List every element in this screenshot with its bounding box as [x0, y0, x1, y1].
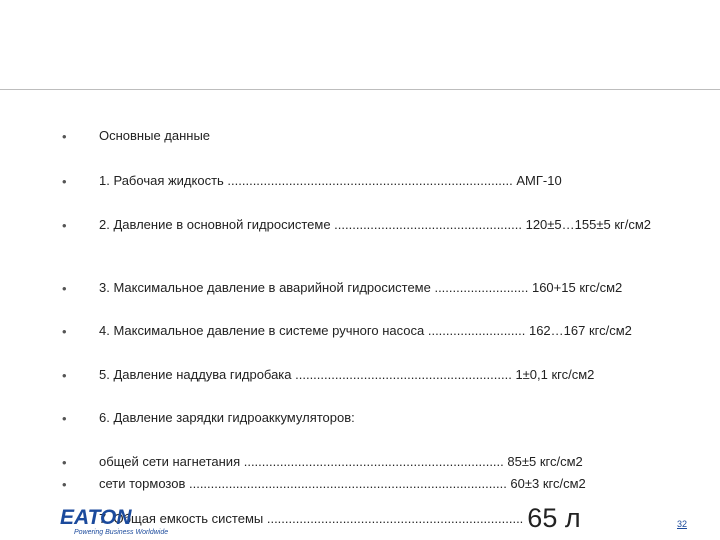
- bullet-icon: •: [62, 218, 67, 233]
- capacity-value: 65 л: [527, 503, 581, 533]
- logo-tagline: Powering Business Worldwide: [74, 529, 169, 536]
- bullet-icon: •: [62, 324, 67, 339]
- item-system-capacity: [99, 503, 581, 533]
- item-brake-network: сети тормозов ........................................................................................ 60±3 кгс/см2: [99, 476, 586, 491]
- item-main-data: Основные данные: [99, 128, 211, 143]
- bullet-icon: •: [62, 174, 67, 189]
- item-accumulator-charge: 6. Давление зарядки гидроаккумуляторов:: [99, 410, 355, 425]
- header-divider: [0, 89, 720, 90]
- capacity-label: 7. Общая емкость системы .......................................................................: [99, 511, 524, 526]
- bullet-icon: •: [62, 281, 67, 296]
- eaton-logo: [60, 506, 170, 540]
- page-number: 32: [677, 519, 688, 529]
- item-main-pressure: 2. Давление в основной гидросистеме .................................................... 120±5…155±5 кг/см2: [99, 217, 652, 232]
- item-emergency-pressure: 3. Максимальное давление в аварийной гидросистеме .......................... 160+15 кгс/см2: [99, 280, 623, 295]
- bullet-icon: •: [62, 455, 67, 470]
- item-working-fluid: 1. Рабочая жидкость ............................................................................... АМГ-10: [99, 173, 562, 188]
- bullet-icon: •: [62, 477, 67, 492]
- item-tank-pressure: 5. Давление наддува гидробака ............................................................ 1±0,1 кгс/см2: [99, 367, 595, 382]
- bullet-icon: •: [62, 368, 67, 383]
- bullet-icon: •: [62, 411, 67, 426]
- item-supply-network: общей сети нагнетания ........................................................................ 85±5 кгс/см2: [99, 454, 583, 469]
- bullet-icon: •: [62, 129, 67, 144]
- logo-wordmark: EATON: [60, 506, 132, 529]
- item-hand-pump-pressure: 4. Максимальное давление в системе ручного насоса ........................... 162…167 кгс/см2: [99, 323, 632, 338]
